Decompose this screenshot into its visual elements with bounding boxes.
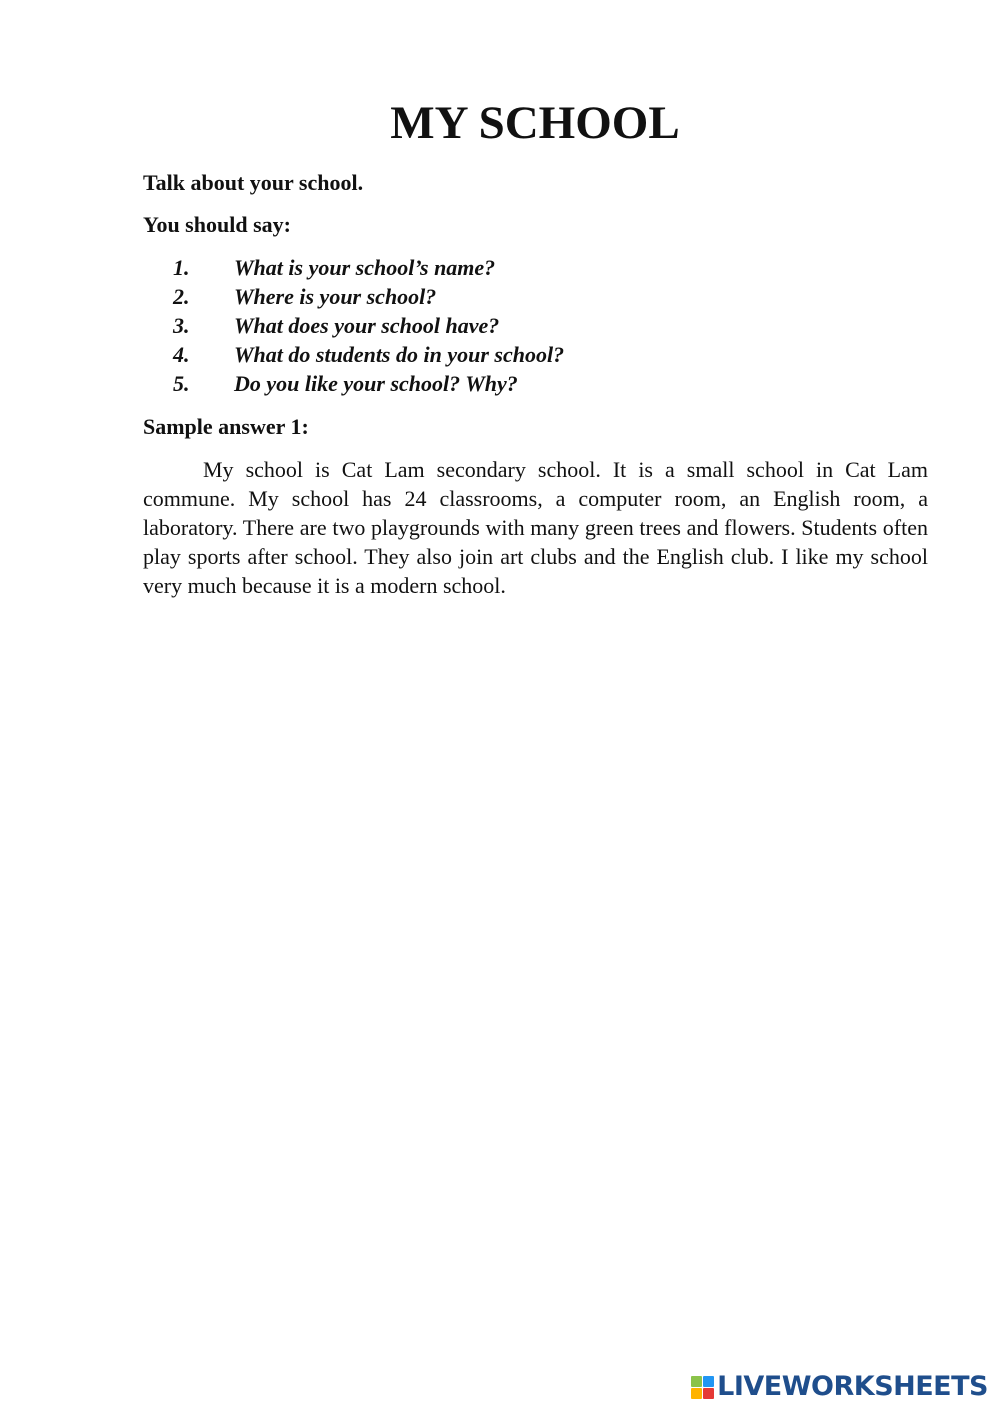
question-item-5: [143, 371, 564, 400]
question-item-3: [143, 313, 564, 342]
sample-answer-text: My school is Cat Lam secondary school. It is a small school in Cat Lam commune. My school has 24 classrooms, a computer room, an English room, a laboratory. There are two playgrounds with many green trees and flowers. Students often play sports after school. They also join art clubs and the English club. I like my school very much because it is a modern school.: [143, 457, 928, 598]
question-text: What do students do in your school?: [234, 342, 565, 367]
sample-answer-heading: Sample answer 1:: [143, 414, 309, 439]
instruction-you-should-say: You should say:: [143, 212, 291, 237]
question-list: [143, 255, 564, 400]
logo-tile-4: [703, 1388, 714, 1399]
question-number: 3.: [173, 313, 190, 338]
logo-tile-3: [691, 1388, 702, 1399]
liveworksheets-logo-icon: [691, 1376, 714, 1399]
question-number: 1.: [173, 255, 190, 280]
question-number: 2.: [173, 284, 190, 309]
question-text: What is your school’s name?: [234, 255, 496, 280]
page-title: MY SCHOOL: [390, 97, 680, 149]
question-number: 4.: [173, 342, 190, 367]
watermark-text: LIVEWORKSHEETS: [717, 1371, 988, 1402]
question-item-4: [143, 342, 564, 371]
question-number: 5.: [173, 371, 190, 396]
logo-tile-2: [703, 1376, 714, 1387]
question-text: Where is your school?: [234, 284, 437, 309]
instruction-talk: Talk about your school.: [143, 170, 364, 195]
question-text: Do you like your school? Why?: [234, 371, 518, 396]
question-item-2: [143, 284, 564, 313]
logo-tile-1: [691, 1376, 702, 1387]
question-item-1: [143, 255, 564, 284]
liveworksheets-watermark: [691, 1372, 988, 1402]
question-text: What does your school have?: [234, 313, 500, 338]
